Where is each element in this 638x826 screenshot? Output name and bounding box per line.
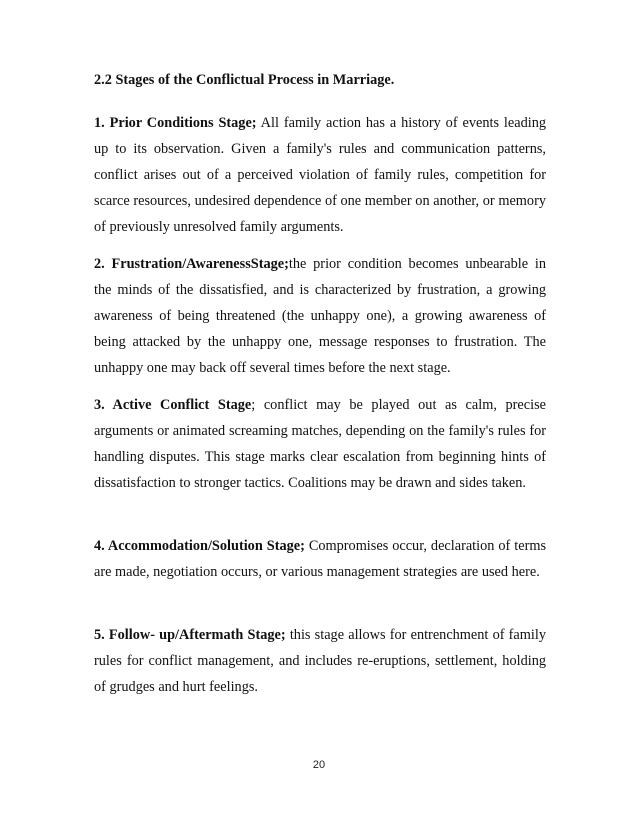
paragraph-follow-up-aftermath [94, 622, 546, 700]
paragraph-text: ; conflict may be played out as calm, precise arguments or animated screaming matches, depending on the family's rules for handling disputes. This stage marks clear escalation from beginning hints of dissatisfaction to stronger tactics. Coalitions may be drawn and sides taken. [94, 397, 546, 491]
paragraph-lead: 4. Accommodation/Solution Stage; [94, 538, 305, 554]
paragraph-lead: 5. Follow- up/Aftermath Stage; [94, 627, 286, 643]
paragraph-lead: 2. Frustration/AwarenessStage; [94, 256, 289, 272]
paragraph-text: Compromises occur, declaration of terms are made, negotiation occurs, or various management strategies are used here. [94, 538, 547, 580]
paragraph-text: this stage allows for entrenchment of family rules for conflict management, and includes re-eruptions, settlement, holding of grudges and hurt feelings. [94, 627, 546, 695]
paragraph-active-conflict [94, 392, 546, 496]
paragraph-frustration-awareness [94, 251, 546, 381]
paragraph-accommodation-solution [94, 533, 546, 585]
paragraph-prior-conditions [94, 110, 546, 240]
paragraph-lead: 3. Active Conflict Stage [94, 397, 252, 413]
paragraph-text: the prior condition becomes unbearable in the minds of the dissatisfied, and is characterized by frustration, a growing awareness of being threatened (the unhappy one), a growing awareness of being attacked by the unhappy one, message responses to frustration. The unhappy one may back off several times before the next stage. [94, 256, 546, 376]
page-number: 20 [312, 759, 326, 771]
paragraph-lead: 1. Prior Conditions Stage; [94, 115, 257, 131]
section-title: 2.2 Stages of the Conflictual Process in Marriage. [94, 72, 395, 88]
paragraph-text: All family action has a history of events leading up to its observation. Given a family's rules and communication patterns, conflict arises out of a perceived violation of family rules, competition for scarce resources, undesired dependence of one member on another, or memory of previously unresolved family arguments. [94, 115, 546, 235]
